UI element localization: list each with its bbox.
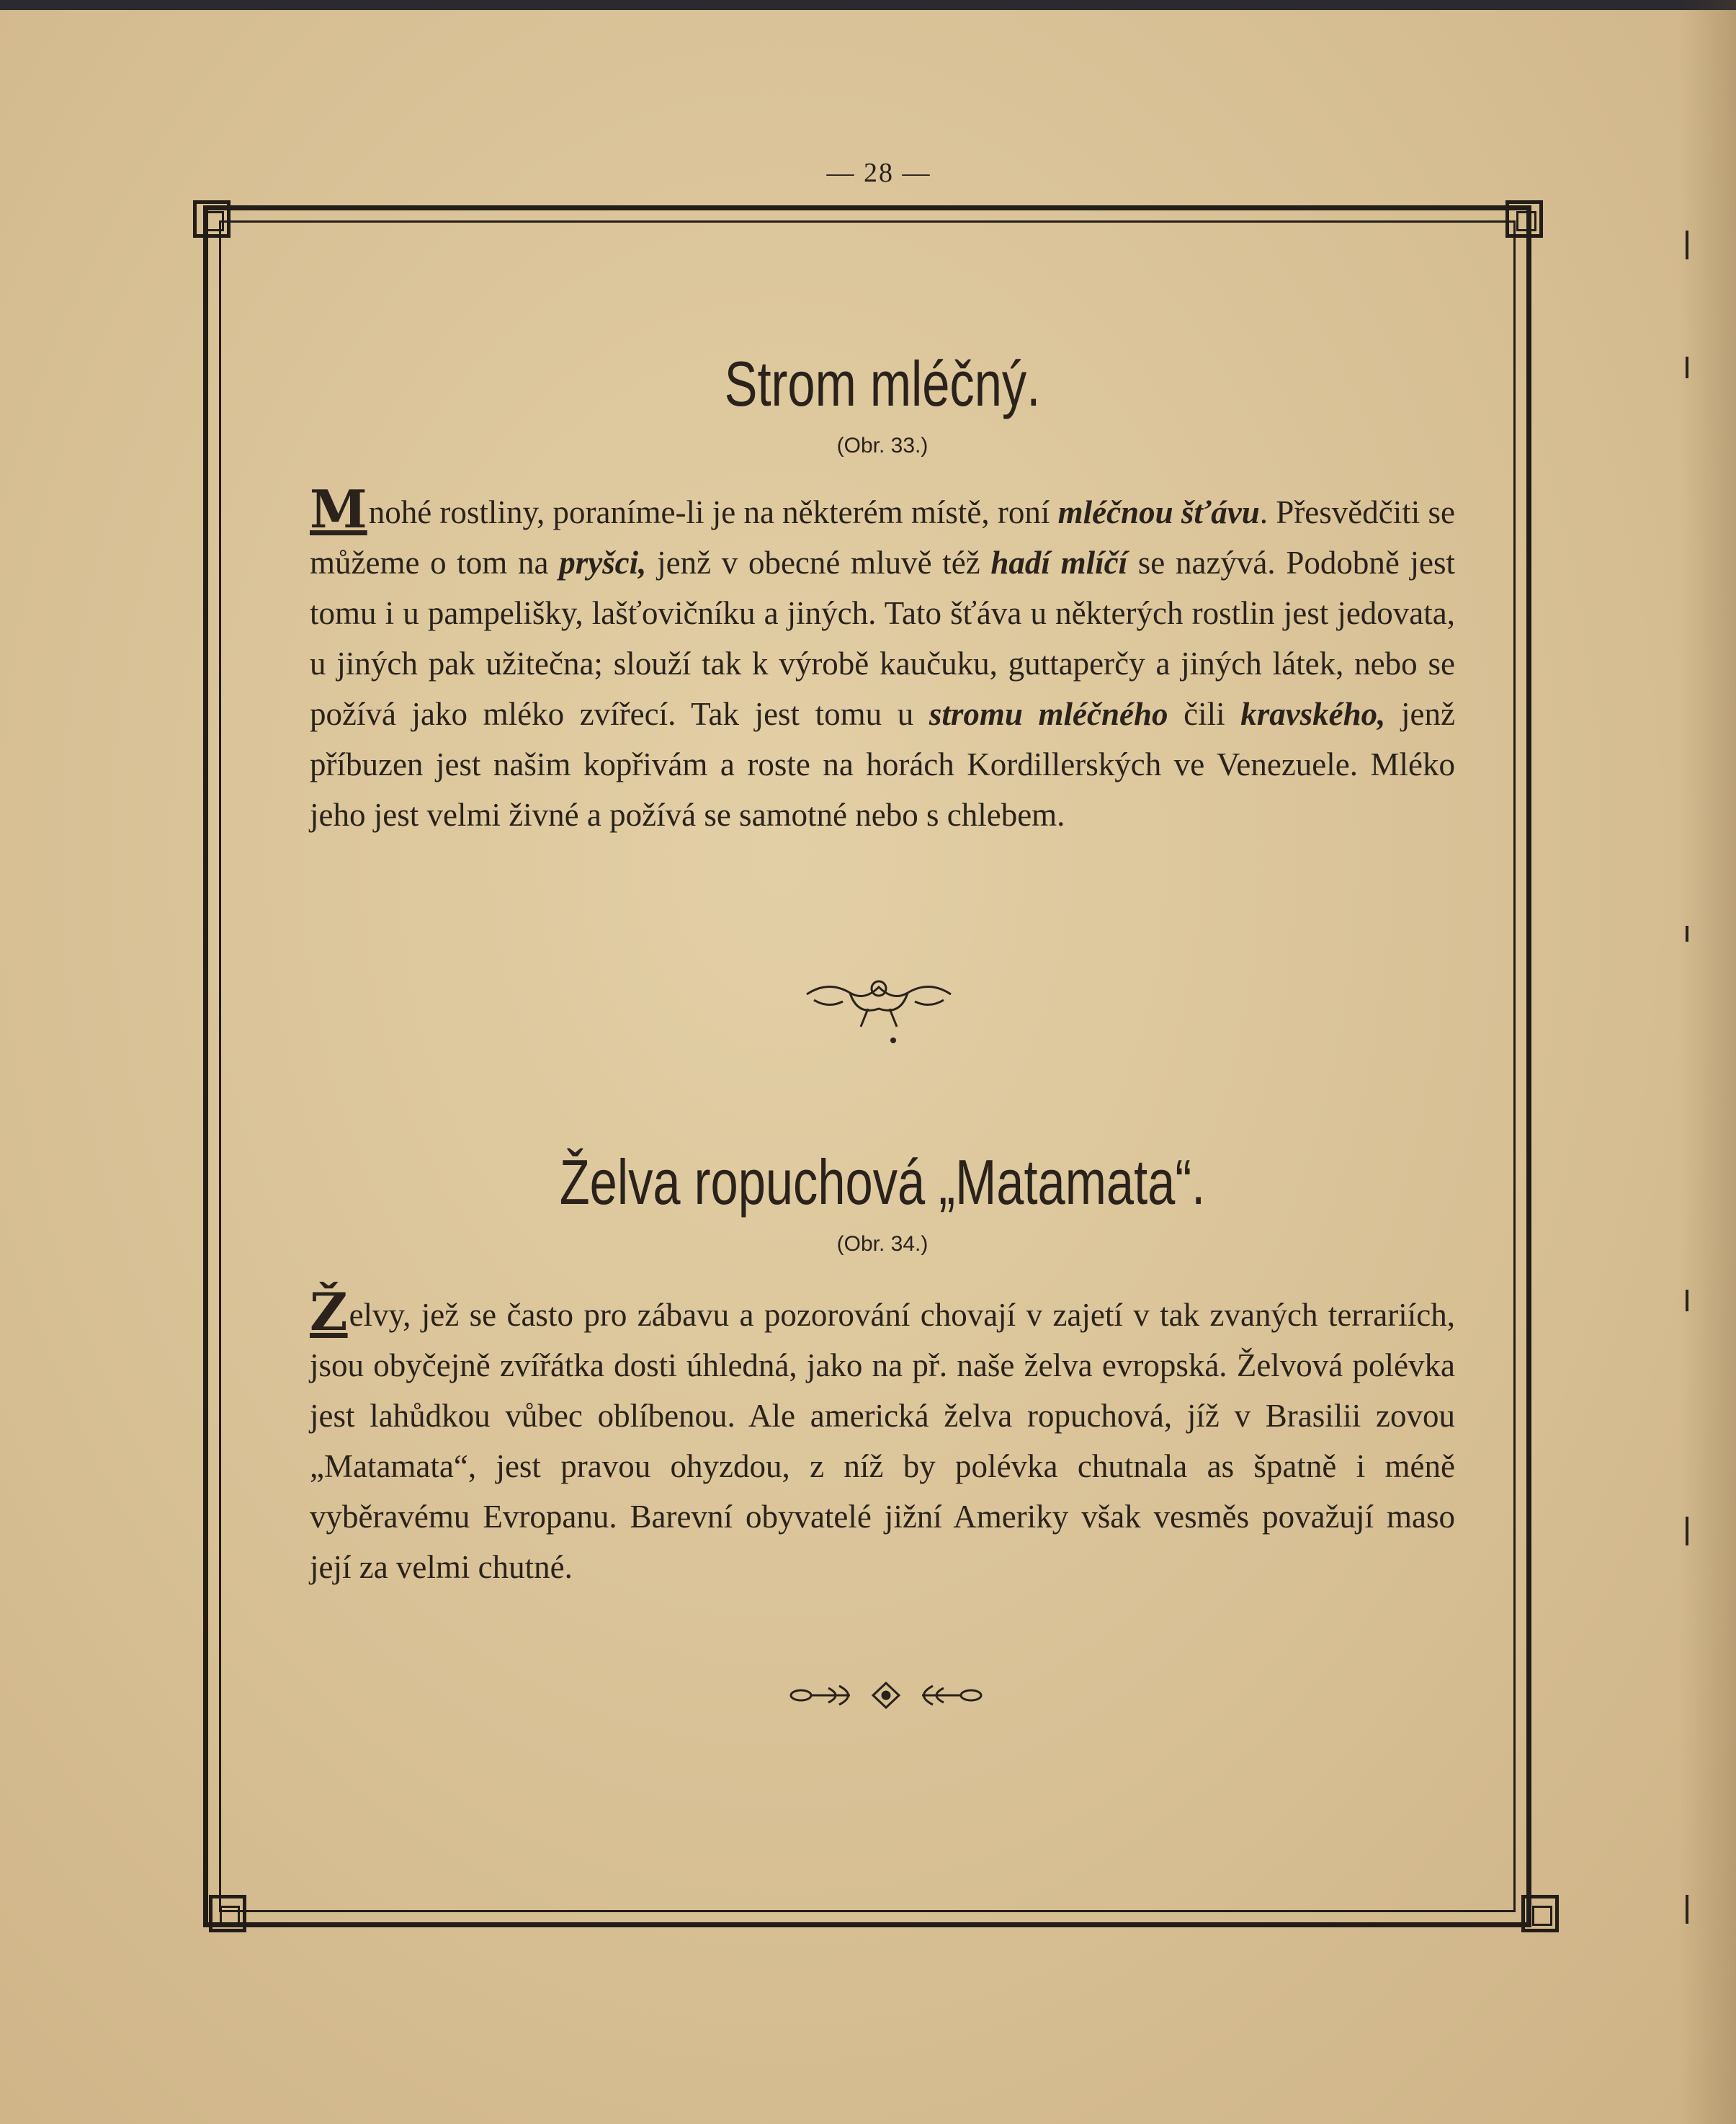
frame-corner-bottom-right: [1521, 1895, 1559, 1932]
figure-reference: (Obr. 34.): [836, 1232, 929, 1256]
drop-initial: M: [310, 478, 367, 540]
section-paragraph: [310, 478, 1456, 840]
section-strom-mlecny: [310, 347, 1455, 458]
scan-top-band: [0, 0, 1736, 10]
ornament-divider-end: [785, 1677, 987, 1713]
section-paragraph: [310, 1281, 1455, 1592]
text-run: se nazývá. Podobně jest tomu i u pampelišky, lašťovičníku a jiných. Tato šťáva u některých rostlin jest jedovata, u jiných pak užitečna; slouží tak k výrobě kaučuku, guttaperčy a jiných látek, nebo se požívá jako mléko zvířecí. Tak jest tomu u: [310, 545, 1456, 732]
emphasized-term: kravského,: [1240, 696, 1386, 732]
frame-corner-top-left: [193, 200, 231, 238]
binding-edge: [1678, 0, 1736, 2124]
text-run: jenž příbuzen jest našim kopřivám a roste na horách Kordillerských ve Venezuele. Mléko jeho jest velmi živné a požívá se samotné nebo s chlebem.: [310, 696, 1455, 833]
drop-initial: Ž: [310, 1281, 348, 1342]
section-title: Želva ropuchová „Matamata“.: [559, 1146, 1206, 1218]
emphasized-term: hadí mlíčí: [990, 545, 1128, 581]
emphasized-term: stromu mléčného: [929, 696, 1168, 732]
emphasized-term: pryšci,: [559, 545, 647, 581]
figure-reference: (Obr. 33.): [836, 434, 929, 458]
page-frame-inner: [219, 220, 1516, 1912]
section-zelva-ropuchova: [310, 1146, 1455, 1257]
frame-corner-top-right: [1505, 200, 1543, 238]
section-title: Strom mléčný.: [724, 348, 1041, 419]
ornament-divider-vine: [800, 965, 958, 1045]
text-run: čili: [1168, 696, 1241, 732]
text-run: jenž v obecné mluvě též: [646, 545, 991, 581]
page-number: — 28 —: [826, 158, 931, 188]
emphasized-term: mléčnou šťávu: [1057, 494, 1260, 530]
text-run: nohé rostliny, poraníme-li je na některém místě, roní: [368, 494, 1058, 530]
text-run: . Přesvědčiti se můžeme o tom na: [310, 494, 1455, 581]
text-run: elvy, jež se často pro zábavu a pozorování chovají v zajetí v tak zvaných terrariích, jsou obyčejně zvířátka dosti úhledná, jako na př. naše želva evropská. Želvová polévka jest lahůdkou vůbec oblíbenou. Ale americká želva ropuchová, jíž v Brasilii zovou „Matamata“, jest pravou ohyzdou, z níž by polévka chutnala as špatně i méně vyběravému Evropanu. Barevní obyvatelé jižní Ameriky však vesměs považují maso její za velmi chutné.: [310, 1297, 1455, 1585]
frame-corner-bottom-left: [209, 1895, 246, 1932]
